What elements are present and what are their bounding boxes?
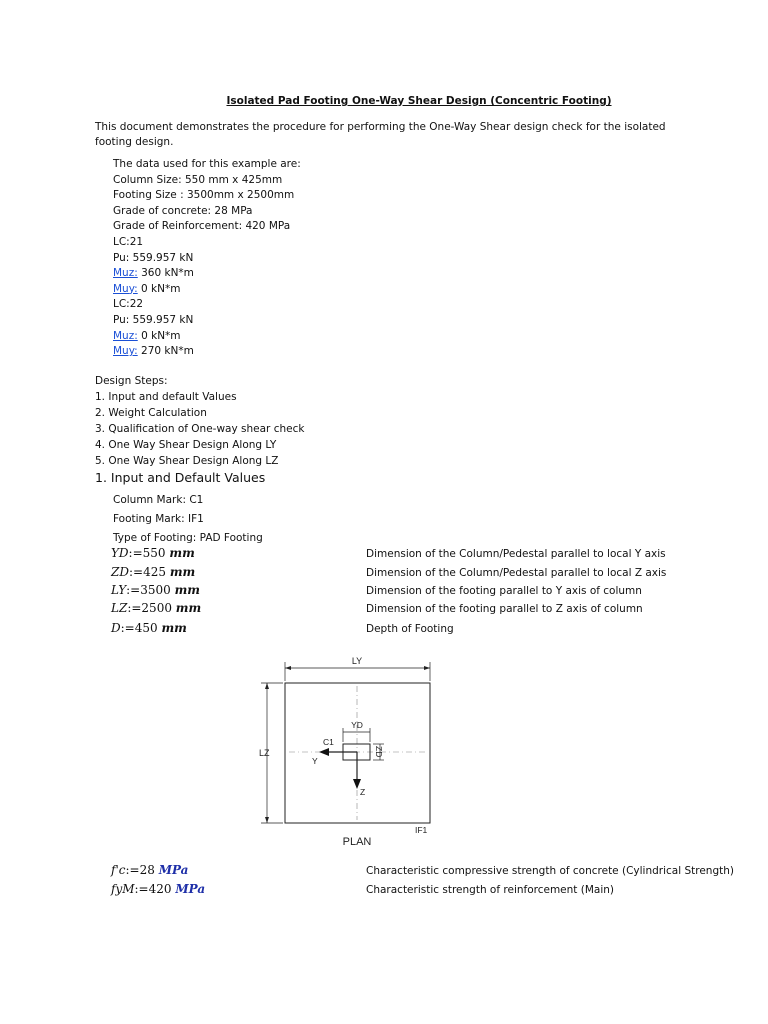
footing-type: Type of Footing: PAD Footing — [113, 532, 263, 544]
step-item: 4. One Way Shear Design Along LY — [95, 439, 277, 451]
concrete-grade: Grade of concrete: 28 MPa — [113, 204, 253, 217]
diagram-yd-label: YD — [351, 720, 363, 730]
reinforcement-grade: Grade of Reinforcement: 420 MPa — [113, 220, 291, 233]
param-d: D:=450 mm — [111, 621, 187, 635]
param-fc: f'c:=28 MPa — [111, 863, 189, 877]
page-title: Isolated Pad Footing One-Way Shear Design (Concentric Footing) — [226, 95, 612, 107]
diagram-z-label: Z — [360, 787, 366, 797]
footing-plan-diagram — [255, 650, 445, 855]
design-steps — [95, 373, 304, 469]
step-item: 1. Input and default Values — [95, 391, 237, 403]
muz-link[interactable]: Muz: — [113, 329, 138, 342]
param-ly-desc: Dimension of the footing parallel to Y axis of column — [366, 585, 642, 597]
muy-link[interactable]: Muy: — [113, 345, 138, 358]
param-lz: LZ:=2500 mm — [111, 601, 202, 615]
column-mark: Column Mark: C1 — [113, 494, 204, 506]
param-yd-desc: Dimension of the Column/Pedestal parallel to local Y axis — [366, 548, 666, 560]
muz-link[interactable]: Muz: — [113, 267, 138, 280]
load-case-22: LC:22 — [113, 298, 144, 311]
marks-block — [113, 491, 263, 548]
intro-paragraph: This document demonstrates the procedure for performing the One-Way Shear design check for the isolated footing design. — [95, 121, 666, 148]
param-yd: YD:=550 mm — [111, 546, 195, 560]
step-item: 5. One Way Shear Design Along LZ — [95, 455, 279, 467]
diagram-if1-label: IF1 — [415, 825, 428, 835]
data-block — [113, 157, 301, 360]
diagram-plan-label: PLAN — [342, 836, 372, 848]
load-case-21: LC:21 — [113, 235, 144, 248]
footing-mark: Footing Mark: IF1 — [113, 513, 204, 525]
steps-title: Design Steps: — [95, 375, 168, 387]
diagram-ly-label: LY — [351, 656, 363, 666]
footing-size: Footing Size : 3500mm x 2500mm — [113, 189, 295, 202]
step-item: 3. Qualification of One-way shear check — [95, 423, 305, 435]
muz-lc22: Muz: 0 kN*m — [113, 329, 181, 342]
section-heading: 1. Input and Default Values — [95, 470, 266, 485]
diagram-lz-label: LZ — [259, 748, 270, 758]
muy-lc21: Muy: 0 kN*m — [113, 282, 181, 295]
muy-link[interactable]: Muy: — [113, 282, 138, 295]
param-zd: ZD:=425 mm — [111, 565, 196, 579]
data-intro: The data used for this example are: — [113, 158, 301, 170]
diagram-zd-label: ZD — [374, 746, 384, 758]
param-fc-desc: Characteristic compressive strength of concrete (Cylindrical Strength) — [366, 865, 734, 877]
muy-lc22: Muy: 270 kN*m — [113, 345, 194, 358]
step-item: 2. Weight Calculation — [95, 407, 207, 419]
param-lz-desc: Dimension of the footing parallel to Z axis of column — [366, 603, 643, 615]
diagram-y-label: Y — [312, 756, 318, 766]
param-zd-desc: Dimension of the Column/Pedestal parallel to local Z axis — [366, 567, 667, 579]
param-ly: LY:=3500 mm — [111, 583, 201, 597]
param-fym-desc: Characteristic strength of reinforcement (Main) — [366, 884, 615, 896]
pu-lc22: Pu: 559.957 kN — [113, 313, 194, 326]
pu-lc21: Pu: 559.957 kN — [113, 251, 194, 264]
column-size: Column Size: 550 mm x 425mm — [113, 173, 283, 186]
muz-lc21: Muz: 360 kN*m — [113, 267, 194, 280]
param-fym: fyM:=420 MPa — [111, 882, 206, 896]
y-arrow-head — [319, 748, 329, 756]
param-d-desc: Depth of Footing — [366, 623, 454, 635]
diagram-c1-label: C1 — [323, 737, 334, 747]
